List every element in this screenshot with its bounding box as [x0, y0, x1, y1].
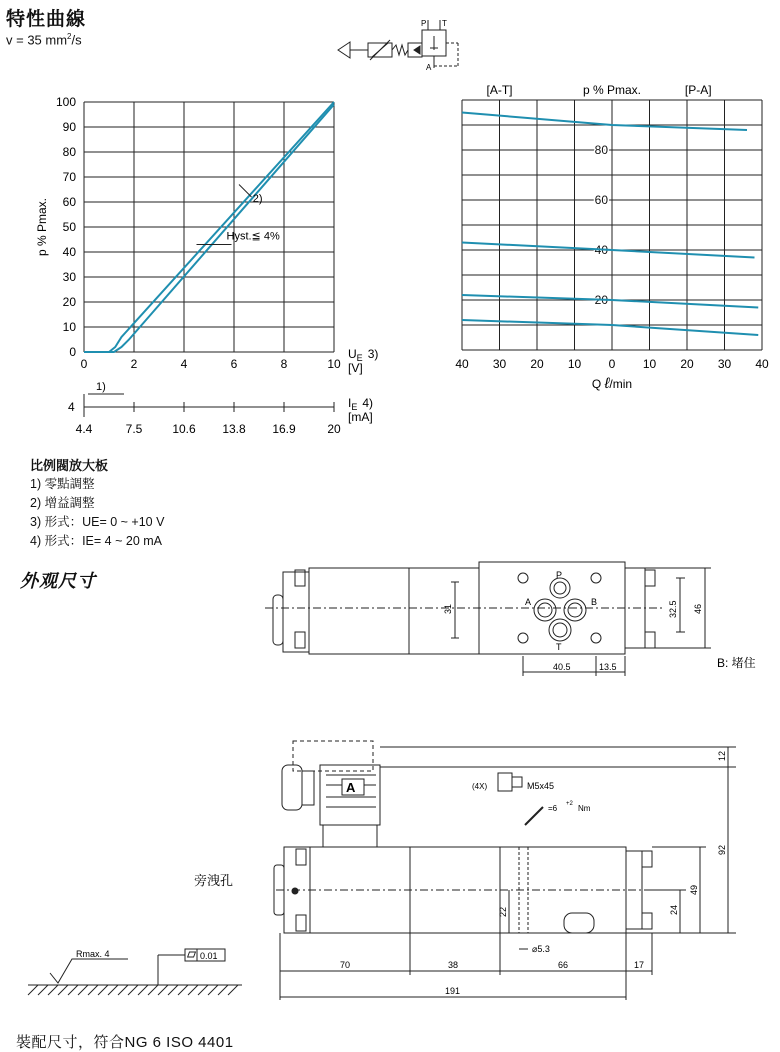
- current-axis-label: $I_E$ 4): [348, 396, 374, 412]
- connector-a-label: A: [346, 780, 356, 795]
- annotation-leader: [239, 185, 252, 198]
- x-tick-label: 40: [455, 357, 469, 371]
- viscosity-prefix: v = 35 mm: [6, 32, 68, 48]
- roughness-label: Rmax. 4: [76, 949, 110, 959]
- y-tick-label: 40: [62, 245, 76, 259]
- y-tick-label: 30: [62, 270, 76, 284]
- page-title: 特性曲線: [6, 9, 87, 30]
- front-view-drawing: [180, 735, 780, 1010]
- y-tick-label: 20: [594, 293, 608, 307]
- current-axis-left-value: 4: [68, 400, 75, 414]
- dim-22: 22: [498, 906, 508, 917]
- dim-31: 31: [443, 603, 453, 614]
- drain-hole-label: 旁洩孔: [194, 873, 234, 888]
- x-tick-label: 10: [327, 357, 341, 371]
- surface-finish-symbols: [20, 945, 250, 1010]
- x-tick-label: 6: [230, 357, 238, 371]
- left-quadrant-label: [A-T]: [486, 83, 513, 97]
- series-line: [462, 295, 758, 308]
- port-t-label: T: [556, 642, 562, 652]
- right-quadrant-label: [P-A]: [684, 83, 712, 97]
- x-tick-label: 40: [755, 357, 769, 371]
- note-item: 1) 零點調整: [30, 477, 95, 491]
- y-tick-label: 90: [62, 120, 76, 134]
- y-tick-label: 40: [594, 243, 608, 257]
- note-item: 3) 形式：UE= 0 ~ +10 V: [30, 515, 165, 529]
- dim-12: 12: [717, 750, 727, 761]
- dim-191: 191: [445, 986, 461, 996]
- viscosity-suffix: /s: [71, 32, 82, 48]
- y-tick-label: 60: [62, 195, 76, 209]
- dim-38: 38: [448, 960, 459, 970]
- x-tick-label: 30: [492, 357, 507, 371]
- series-line: [462, 113, 747, 131]
- annotation-hysteresis: Hyst.≦ 4%: [226, 230, 280, 243]
- symbol-t-label: T: [442, 19, 447, 28]
- dim-49: 49: [689, 884, 699, 895]
- current-tick-label: 7.5: [125, 422, 143, 436]
- amplifier-triangle: [338, 42, 350, 58]
- current-axis-unit: [mA]: [348, 410, 373, 424]
- current-tick-label: 20: [327, 422, 341, 436]
- port-a-label: A: [525, 597, 532, 607]
- x-axis-label: $U_E$ 3): [348, 347, 379, 363]
- symbol-p-label: P: [421, 19, 427, 28]
- series-line: [84, 105, 334, 353]
- y-tick-label: 10: [62, 320, 76, 334]
- notes-title: 比例閥放大板: [30, 458, 109, 473]
- dim-40-5: 40.5: [553, 662, 571, 672]
- x-tick-label: 10: [642, 357, 657, 371]
- chart-pressure-vs-signal: [0, 80, 420, 440]
- dim-13-5: 13.5: [599, 662, 617, 672]
- current-tick-label: 10.6: [172, 422, 196, 436]
- y-tick-label: 100: [55, 95, 76, 109]
- y-tick-label: 20: [62, 295, 76, 309]
- port-b-label: B: [591, 597, 598, 607]
- y-tick-label: 0: [69, 345, 76, 359]
- bolt-count: (4X): [472, 782, 488, 791]
- x-tick-label: 0: [608, 357, 616, 371]
- annotation-gain: 2): [252, 193, 263, 205]
- dim-32-5: 32.5: [668, 600, 678, 618]
- notes-block: [30, 456, 164, 551]
- footer-note: 裝配尺寸，符合NG 6 ISO 4401: [16, 1034, 234, 1051]
- top-view-drawing: [265, 560, 780, 680]
- chart-pressure-vs-flow: [420, 80, 780, 400]
- section-title-dimensions: 外观尺寸: [20, 571, 96, 591]
- y-tick-label: 80: [62, 145, 76, 159]
- x-tick-label: 8: [280, 357, 288, 371]
- y-tick-label: 60: [594, 193, 608, 207]
- flatness-label: 0.01: [200, 951, 218, 961]
- x-axis-unit: [V]: [348, 361, 363, 375]
- dim-5-3: ⌀5.3: [532, 944, 550, 954]
- y-tick-label: 80: [594, 143, 608, 157]
- current-tick-label: 16.9: [272, 422, 296, 436]
- dim-17: 17: [634, 960, 645, 970]
- x-tick-label: 10: [567, 357, 582, 371]
- y-tick-label: 70: [62, 170, 76, 184]
- note-item: 4) 形式：IE= 4 ~ 20 mA: [30, 534, 162, 548]
- torque-tolerance: +2: [566, 801, 573, 807]
- x-tick-label: 0: [80, 357, 88, 371]
- x-tick-label: 20: [530, 357, 544, 371]
- port-p-label: P: [556, 570, 563, 580]
- chart-title: p % Pmax.: [582, 83, 642, 97]
- x-tick-label: 2: [130, 357, 138, 371]
- hydraulic-symbol: [330, 14, 470, 78]
- x-axis-label: Q ℓ/min: [591, 375, 633, 392]
- viscosity-label: [6, 32, 82, 47]
- y-axis-label: p % Pmax.: [35, 197, 49, 257]
- current-tick-label: 13.8: [222, 422, 246, 436]
- torque-value: =6: [548, 804, 558, 813]
- viscosity-exponent: 2: [67, 32, 72, 41]
- x-tick-label: 20: [680, 357, 694, 371]
- dim-92: 92: [717, 844, 727, 855]
- x-tick-label: 30: [717, 357, 732, 371]
- dim-24: 24: [669, 904, 679, 915]
- note-item: 2) 增益調整: [30, 496, 95, 510]
- current-tick-label: 4.4: [75, 422, 93, 436]
- y-tick-label: 50: [62, 220, 76, 234]
- bolt-size: M5x45: [527, 781, 555, 791]
- series-line: [462, 320, 758, 335]
- dim-66: 66: [558, 960, 569, 970]
- symbol-a-label: A: [426, 63, 432, 72]
- dim-46: 46: [693, 603, 703, 614]
- dim-70: 70: [340, 960, 351, 970]
- torque-unit: Nm: [578, 804, 591, 813]
- b-plugged-note: B: 堵住: [717, 656, 756, 670]
- x-tick-label: 4: [180, 357, 188, 371]
- offset-note: 1): [96, 381, 106, 393]
